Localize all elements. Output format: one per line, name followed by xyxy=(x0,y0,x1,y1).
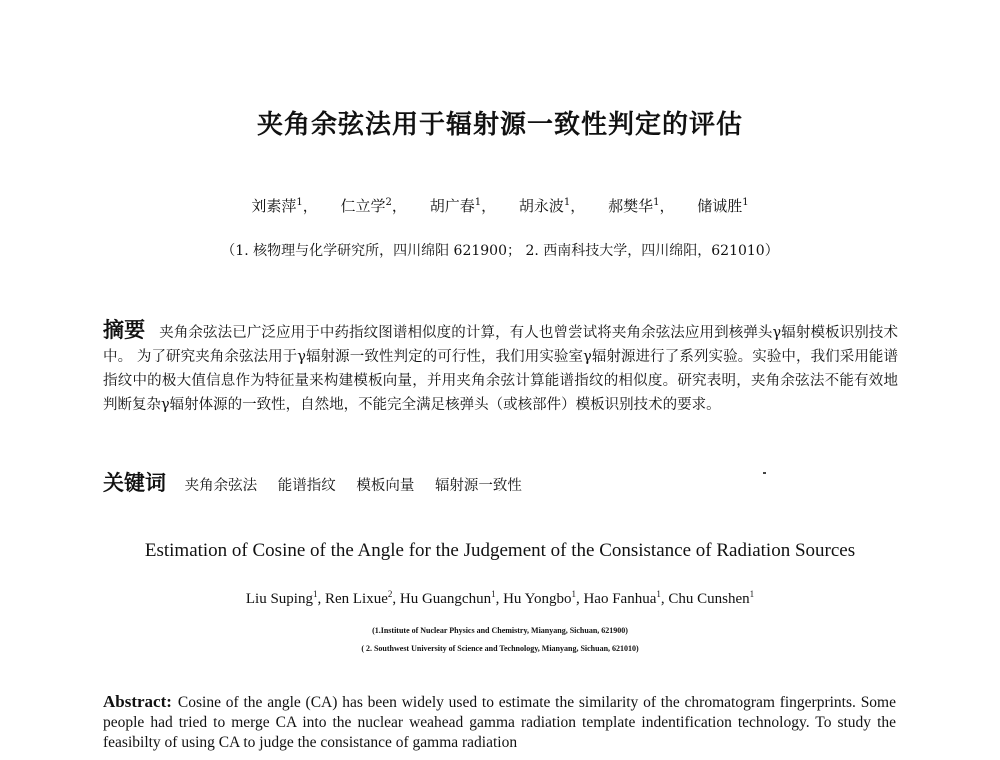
keyword: 模板向量 xyxy=(356,478,415,494)
author-separator: ， xyxy=(659,197,675,215)
author-separator: , xyxy=(392,591,400,607)
english-author-name: Liu Suping xyxy=(245,591,313,607)
english-author-name: Hu Yongbo xyxy=(503,591,572,607)
chinese-author-affil-mark: 1 xyxy=(653,197,660,208)
author-separator: ， xyxy=(391,197,407,215)
chinese-keywords-heading: 关键词 xyxy=(103,470,166,495)
chinese-abstract xyxy=(103,318,898,417)
chinese-author-name: 胡永波 xyxy=(518,197,564,215)
chinese-title: 夹角余弦法用于辐射源一致性判定的评估 xyxy=(256,110,743,140)
english-abstract-heading: Abstract: xyxy=(103,692,172,711)
english-author-affil-mark: 2 xyxy=(387,589,393,599)
chinese-author-name: 郝樊华 xyxy=(608,197,654,215)
author-separator: , xyxy=(317,591,325,607)
chinese-author xyxy=(430,197,496,215)
english-abstract xyxy=(103,692,896,753)
keyword: 能谱指纹 xyxy=(277,478,336,494)
english-affiliation-1: (1.Institute of Nuclear Physics and Chemistry, Mianyang, Sichuan, 621900) xyxy=(372,626,628,635)
english-author-name: Ren Lixue xyxy=(324,591,388,607)
author-separator: , xyxy=(495,591,504,607)
author-separator: , xyxy=(660,591,669,607)
english-author-affil-mark: 1 xyxy=(571,589,576,599)
chinese-author xyxy=(251,197,317,215)
english-title: Estimation of Cosine of the Angle for the Judgement of the Consistance of Radiation Sources xyxy=(144,540,856,561)
chinese-abstract-heading: 摘要 xyxy=(103,317,146,342)
author-separator: ， xyxy=(481,197,497,215)
chinese-author-affil-mark: 1 xyxy=(742,197,749,208)
english-author-affil-mark: 1 xyxy=(749,589,755,599)
english-author-affil-mark: 1 xyxy=(491,589,496,599)
english-author-name: Hu Guangchun xyxy=(399,591,492,607)
english-author xyxy=(325,591,400,607)
chinese-author xyxy=(697,197,748,215)
english-author-list xyxy=(0,589,1000,608)
english-author xyxy=(246,591,325,607)
chinese-author-affil-mark: 1 xyxy=(296,197,303,208)
english-author xyxy=(583,591,668,607)
chinese-author xyxy=(341,197,407,215)
english-author-affil-mark: 1 xyxy=(312,589,318,599)
chinese-author-name: 仁立学 xyxy=(340,197,386,215)
keyword: 辐射源一致性 xyxy=(434,478,522,494)
author-separator: ， xyxy=(302,197,318,215)
english-author-name: Hao Fanhua xyxy=(583,591,657,607)
chinese-author-affil-mark: 1 xyxy=(563,197,571,208)
english-author-affil-mark: 1 xyxy=(656,589,661,599)
chinese-author-affil-mark: 1 xyxy=(474,197,482,208)
chinese-abstract-body: 夹角余弦法已广泛应用于中药指纹图谱相似度的计算，有人也曾尝试将夹角余弦法应用到核弹头γ辐射模板识别技术中。 为了研究夹角余弦法用于γ辐射源一致性判定的可行性，我们用实验室γ辐射源进行了系列实验。实验中，我们采用能谱指纹中的极大值信息作为特征量来构建模板向量，并用夹角余弦计算能谱指纹的相似度。研究表明，夹角余弦法不能有效地判断复杂γ辐射体源的一致性，自然地，不能完全满足核弹头（或核部件）模板识别技术的要求。 xyxy=(103,325,899,413)
chinese-keywords xyxy=(103,467,898,497)
english-author xyxy=(503,591,583,607)
english-abstract-body: Cosine of the angle (CA) has been widely used to estimate the similarity of the chromatogram fingerprints. Some people had tried to merge CA into the nuclear weahead gamma radiation template indentification technology. To study the feasibilty of using CA to judge the consistance of gamma radiation xyxy=(103,694,896,751)
scan-speck xyxy=(763,472,766,474)
chinese-author-list xyxy=(0,195,1000,216)
english-author xyxy=(668,591,754,607)
author-separator: , xyxy=(575,591,584,607)
chinese-author-name: 刘素萍 xyxy=(251,197,297,215)
english-affiliation-2: ( 2. Southwest University of Science and Technology, Mianyang, Sichuan, 621010) xyxy=(361,644,639,653)
chinese-author xyxy=(608,197,674,215)
keyword: 夹角余弦法 xyxy=(184,478,258,494)
chinese-affiliation: （1. 核物理与化学研究所，四川绵阳 621900； 2. 西南科技大学，四川绵阳，621010） xyxy=(221,243,779,259)
english-author xyxy=(400,591,503,607)
author-separator: ， xyxy=(570,197,586,215)
chinese-author-affil-mark: 2 xyxy=(385,197,392,208)
chinese-author xyxy=(519,197,585,215)
english-author-name: Chu Cunshen xyxy=(668,591,750,607)
chinese-author-name: 胡广春 xyxy=(429,197,475,215)
chinese-author-name: 储诚胜 xyxy=(697,197,743,215)
